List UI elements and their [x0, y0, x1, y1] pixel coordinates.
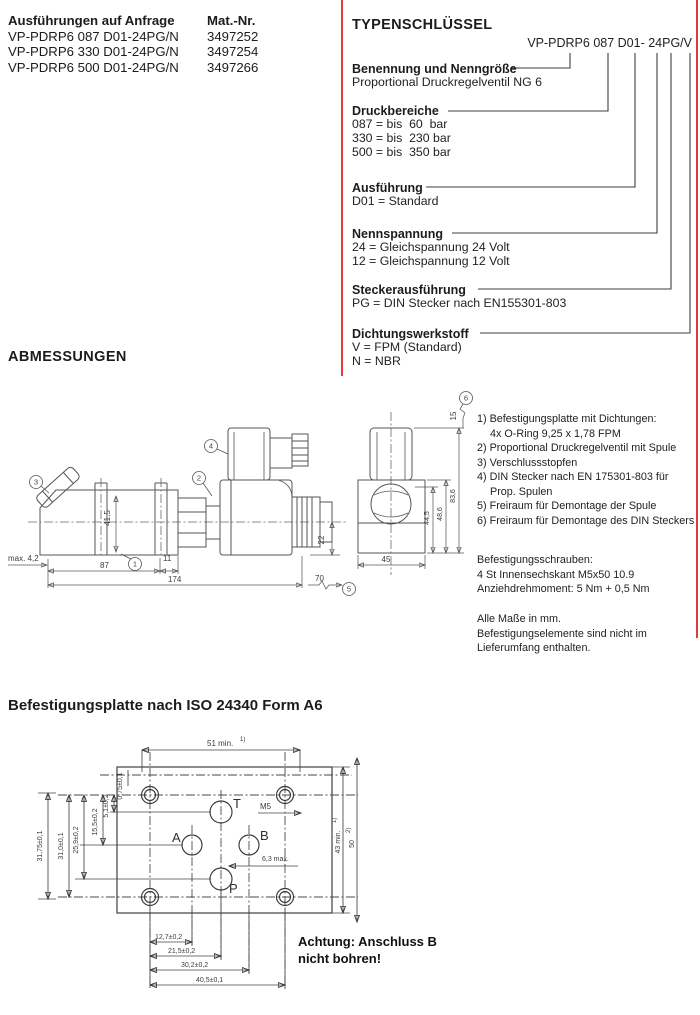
section-line: 24 = Gleichspannung 24 Volt [352, 240, 510, 254]
versions-table [8, 13, 258, 75]
section-line: N = NBR [352, 353, 401, 368]
warning-line: Achtung: Anschluss B [298, 934, 437, 949]
port-label-b: B [260, 828, 269, 843]
table-row [8, 60, 258, 76]
version-matnr: 3497252 [207, 28, 259, 44]
dim-51-min: 51 min. [207, 739, 234, 748]
port-label-t: T [233, 796, 241, 811]
dim-21-5: 21,5±0,2 [168, 948, 196, 955]
svg-text:2: 2 [196, 473, 202, 483]
plate-title: Befestigungsplatte nach ISO 24340 Form A6 [8, 697, 323, 714]
note-line: 4 St Innensechskant M5x50 10.9 [477, 568, 635, 581]
dim-43-min: 43 min. [335, 830, 342, 854]
callout-6 [460, 392, 473, 405]
section-line: 330 = bis 230 bar [352, 130, 451, 145]
dim-max42: max. 4,2 [8, 554, 39, 563]
side-view [8, 428, 356, 596]
dim-22-group [310, 522, 340, 555]
dim-11: 11 [163, 554, 172, 563]
callout-5 [343, 583, 356, 596]
dim-6-3-max: 6,3 max. [262, 856, 289, 863]
versions-header-row [8, 13, 258, 29]
screw-notes [477, 553, 650, 597]
svg-text:3: 3 [33, 477, 39, 487]
din-connector [228, 428, 308, 480]
dim-87: 87 [100, 561, 109, 570]
section-line: V = FPM (Standard) [352, 340, 462, 354]
callout-2 [193, 472, 213, 497]
dim-44-5: 44,5 [424, 511, 431, 525]
dim-5-1: 5,1±0,2 [103, 794, 110, 818]
note-line: 3) Verschlussstopfen [477, 456, 578, 469]
solenoid-coil [220, 480, 292, 555]
section-label-nennspannung: Nennspannung [352, 227, 443, 241]
section-line: 087 = bis 60 bar [352, 117, 448, 131]
end-body [358, 480, 425, 553]
version-name: VP-PDRP6 087 D01-24PG/N [8, 28, 179, 44]
part-number: VP-PDRP6 087 D01- 24PG/V [527, 36, 692, 50]
dims-below [8, 554, 342, 589]
dim-12-7: 12,7±0,2 [155, 934, 183, 941]
dim-41-5: 41,5 [103, 510, 112, 526]
warning-line: nicht bohren! [298, 951, 382, 966]
matnr-column-header: Mat.-Nr. [207, 13, 256, 28]
section-line: D01 = Standard [352, 194, 439, 208]
hex-nut [178, 498, 206, 547]
dim-15-5: 15,5±0,2 [92, 808, 99, 836]
dim-31-75: 31,75±0,1 [37, 830, 44, 862]
section-line: 12 = Gleichspannung 12 Volt [352, 253, 510, 268]
svg-text:1: 1 [132, 559, 138, 569]
dim-45: 45 [381, 555, 391, 564]
note-line: 6) Freiraum für Demontage des DIN Steckers [477, 514, 695, 527]
dim-0-75: 0,75±0,1 [117, 772, 124, 800]
port-label-a: A [172, 830, 181, 845]
dim-43-min-sup: 1) [332, 817, 338, 823]
version-name: VP-PDRP6 500 D01-24PG/N [8, 59, 179, 75]
versions-title: Ausführungen auf Anfrage [8, 13, 175, 28]
note-line: Lieferumfang enthalten. [477, 642, 591, 654]
typenschluessel-title: TYPENSCHLÜSSEL [352, 17, 493, 33]
bottom-dims [150, 890, 285, 989]
left-dims [37, 770, 211, 899]
dim-30-2: 30,2±0,2 [181, 962, 209, 969]
section-label-ausfuehrung: Ausführung [352, 181, 423, 195]
dim-83-6: 83,6 [450, 489, 457, 503]
valve-neck [206, 506, 220, 539]
table-row [8, 29, 258, 45]
port-depth-annotation [229, 856, 298, 866]
section-label-druckbereiche: Druckbereiche [352, 104, 439, 118]
version-matnr: 3497254 [207, 44, 259, 60]
note-line: Alle Maße in mm. [477, 613, 561, 625]
section-label-benennung: Benennung und Nenngröße [352, 62, 517, 76]
note-line: Prop. Spulen [490, 485, 553, 498]
abmessungen-title: ABMESSUNGEN [8, 349, 127, 365]
coil-end-cap [292, 497, 332, 547]
dim-50-sup: 2) [346, 827, 352, 833]
dim-51-min-sup: 1) [240, 737, 246, 743]
note-line: 1) Befestigungsplatte mit Dichtungen: [477, 413, 657, 425]
section-label-steckerausfuehrung: Steckerausführung [352, 283, 466, 297]
m5-label: M5 [260, 802, 272, 811]
callout-3 [30, 476, 50, 494]
note-line: Befestigungselemente sind nicht im [477, 627, 647, 640]
dim-174: 174 [168, 575, 182, 584]
svg-text:5: 5 [346, 584, 352, 594]
m5-annotation [258, 802, 301, 813]
note-line: Befestigungsschrauben: [477, 554, 593, 566]
section-label-dichtungswerkstoff: Dichtungswerkstoff [352, 327, 469, 341]
table-row [8, 44, 258, 60]
end-view [358, 392, 473, 576]
mounting-plate-drawing [0, 730, 700, 1010]
dim-15: 15 [449, 411, 458, 421]
end-view-dims [358, 428, 464, 569]
note-line: 2) Proportional Druckregelventil mit Spule [477, 442, 677, 454]
svg-text:4: 4 [208, 441, 214, 451]
dim-40-5: 40,5±0,1 [196, 977, 224, 984]
ports [172, 796, 269, 896]
dim-31-0: 31,0±0,1 [58, 832, 65, 860]
dim-50: 50 [349, 840, 356, 848]
dim-25-9: 25,9±0,2 [73, 826, 80, 854]
svg-text:6: 6 [463, 393, 469, 403]
note-line: 4) DIN Stecker nach EN 175301-803 für [477, 471, 669, 483]
footer-notes [477, 612, 647, 656]
note-line: 5) Freiraum für Demontage der Spule [477, 500, 657, 512]
port-label-p: P [229, 881, 238, 896]
note-line: Anziehdrehmoment: 5 Nm + 0,5 Nm [477, 583, 650, 595]
dim-22: 22 [317, 535, 326, 545]
version-name: VP-PDRP6 330 D01-24PG/N [8, 44, 179, 60]
dim-70: 70 [315, 574, 324, 583]
section-line: 500 = bis 350 bar [352, 144, 451, 159]
section-line: Proportional Druckregelventil NG 6 [352, 75, 543, 89]
warning-text [298, 933, 437, 967]
callout-4 [205, 440, 229, 455]
section-line: PG = DIN Stecker nach EN155301-803 [352, 296, 567, 310]
note-line: 4x O-Ring 9,25 x 1,78 FPM [490, 427, 621, 440]
drawing-notes [477, 412, 694, 528]
version-matnr: 3497266 [207, 59, 259, 75]
callout-1 [121, 554, 142, 571]
dim-48-6: 48,6 [437, 507, 444, 521]
